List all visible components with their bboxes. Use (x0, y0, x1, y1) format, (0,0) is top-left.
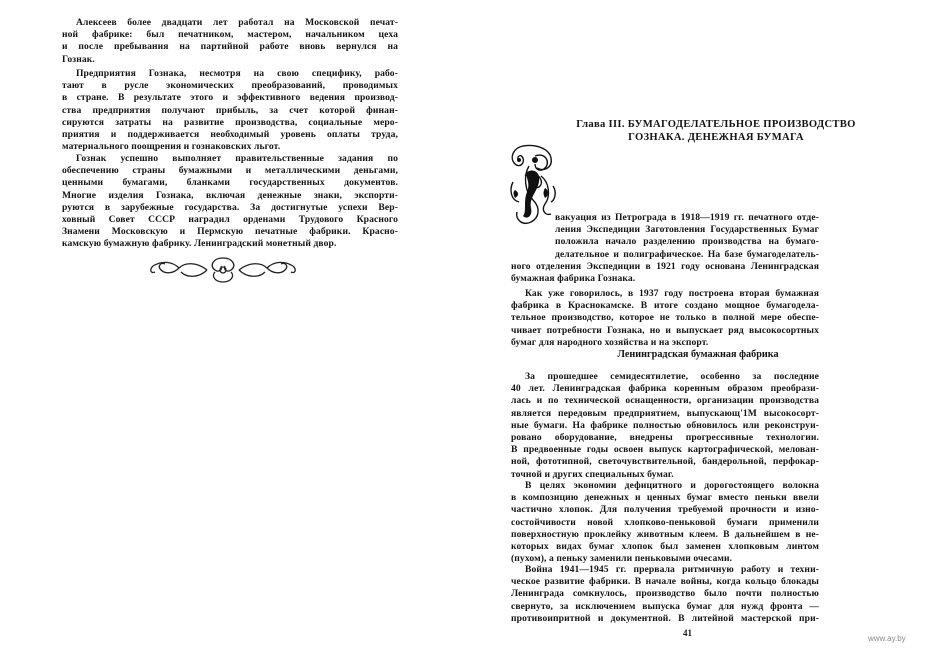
right-paragraph-2 (511, 288, 819, 349)
text-line: которых видах бумаг хлопок был заменен хлопковым линтом (511, 541, 819, 553)
chapter-label: Глава III. (576, 119, 625, 130)
right-paragraph-3 (511, 371, 819, 481)
text-line: (пухом), а пеньку заменили пеньковыми очесами. (511, 553, 733, 565)
left-paragraph-3 (62, 153, 398, 251)
text-line: ценными бумагами, бланками государственных документов. (62, 177, 398, 189)
text-line: сируются затраты на развитие производства, социальные меро- (62, 116, 398, 128)
text-line: делательное и полиграфическое. На базе бумагоделатель- (555, 248, 819, 260)
text-line: в стране. В результате этого и эффективного ведения производ- (62, 92, 398, 104)
text-line: Предприятия Гознака, несмотря на свою специфику, рабо- (76, 68, 398, 79)
right-paragraph-4 (511, 480, 819, 565)
text-line: приятия и поддерживается необходимый уровень оплаты труда, (62, 129, 398, 141)
watermark: www.ay.by (868, 634, 906, 643)
chapter-title-line-2: ГОЗНАКА. ДЕНЕЖНАЯ БУМАГА (628, 132, 804, 143)
text-line: ства предприятия получают прибыль, за счет которой финан- (62, 104, 398, 116)
text-line: В предвоенные годы освоен выпуск картографической, мелован- (511, 444, 819, 456)
text-line: Гознак успешно выполняет правительственные задания по (76, 153, 398, 164)
text-line: точной и других специальных бумаг. (511, 468, 674, 480)
text-line: лась и по технической оснащенности, организации производства (511, 395, 819, 407)
text-line: материального поощрения и гознаковских льгот. (62, 141, 281, 153)
text-line: обеспечению страны бумажными и металлическими деньгами, (62, 165, 398, 177)
decorative-ornament (143, 252, 303, 288)
right-page (463, 0, 926, 652)
text-line: ной, фототипной, светочувствительной, бандерольной, перфокар- (511, 456, 819, 468)
text-line: Гознак. (62, 53, 95, 65)
text-line: тельное производство, которое не только в полной мере обеспе- (511, 312, 819, 324)
page-number: 41 (683, 628, 692, 638)
text-line: Как уже говорилось, в 1937 году построена вторая бумажная (525, 288, 819, 299)
text-line: ровано оборудование, внедрены прогрессивные технологии. (511, 432, 819, 444)
text-line: поверхностную проклейку животным клеем. В дальнейшем в не- (511, 528, 819, 540)
text-line: в композицию денежных и ценных бумаг вместо пеньки ввели (511, 492, 819, 504)
text-line: является передовым предприятием, выпускающ'1М высокосорт- (511, 407, 819, 419)
text-line: За прошедшее семидесятилетие, особенно за последние (525, 371, 819, 382)
chapter-title (551, 118, 881, 144)
left-paragraph-2 (62, 68, 398, 153)
text-line: фабрика в Краснокамске. В итоге создано мощное бумагоделa- (511, 300, 819, 312)
text-line: ческое развитие фабрики. В начале войны, когда кольцо блокады (511, 576, 819, 588)
text-line: ления Экспедиции Заготовления Государственных Бумаг (555, 224, 819, 236)
text-line: ной фабрике: был печатником, мастером, начальником цеха (62, 29, 398, 41)
text-line: Война 1941—1945 гг. прервала ритмичную работу и техни- (525, 564, 819, 575)
right-paragraph-5 (511, 564, 819, 625)
text-line: бумажная фабрика Гознака. (511, 273, 636, 285)
text-line: руются в зарубежные государства. За достигнутые успехи Вер- (62, 201, 398, 213)
text-line: ные бумаги. На фабрике полностью обновилось или реконструи- (511, 419, 819, 431)
text-line: Алексеев более двадцати лет работал на Московской печат- (76, 17, 398, 28)
text-line: тают в русле экономических преобразований, проводимых (62, 80, 398, 92)
text-line: свернуто, за исключением выпуска бумаг для нужд фронта — (511, 600, 819, 612)
text-line: чивает потребности Гознака, но и выпускает ряд высокосортных (511, 324, 819, 336)
text-line: Знамени Московскую и Пермскую печатные фабрики. Красно- (62, 226, 398, 238)
text-line: Ленинграда сомкнулось, производство было почти полностью (511, 588, 819, 600)
text-line: Многие изделия Гознака, включая денежные знаки, экспорти- (62, 189, 398, 201)
text-line: бумаг для народного хозяйства и на экспорт. (511, 336, 709, 348)
text-line: состойчивости новой хлопково-пеньковой бумаги применили (511, 516, 819, 528)
text-line: 40 лет. Ленинградская фабрика коренным образом преобрази- (511, 383, 819, 395)
left-paragraph-1 (62, 17, 398, 66)
text-line: положила начало разделению производства на бумаго- (555, 236, 819, 248)
intro-paragraph (511, 212, 819, 285)
text-line: и после пребывания на партийной работе вновь вернулся на (62, 41, 398, 53)
text-line: вакуация из Петрограда в 1918—1919 гг. печатного отде- (555, 212, 819, 223)
section-heading: Ленинградская бумажная фабрика (617, 349, 779, 360)
text-line: ховный Совет СССР наградил орденами Трудового Красного (62, 214, 398, 226)
text-line: камскую бумажную фабрику. Ленинградский монетный двор. (62, 238, 337, 250)
text-line: ного отделения Экспедиции в 1921 году основана Ленинградская (511, 260, 819, 272)
text-line: В целях экономии дефицитного и дорогостоящего волокна (525, 480, 819, 491)
chapter-title-line-1: БУМАГОДЕЛАТЕЛЬНОЕ ПРОИЗВОДСТВО (627, 119, 856, 130)
text-line: противоипритной и документной. В литейной мастерской при- (511, 612, 819, 624)
text-line: частично хлопок. Для получения требуемой прочности и изно- (511, 504, 819, 516)
